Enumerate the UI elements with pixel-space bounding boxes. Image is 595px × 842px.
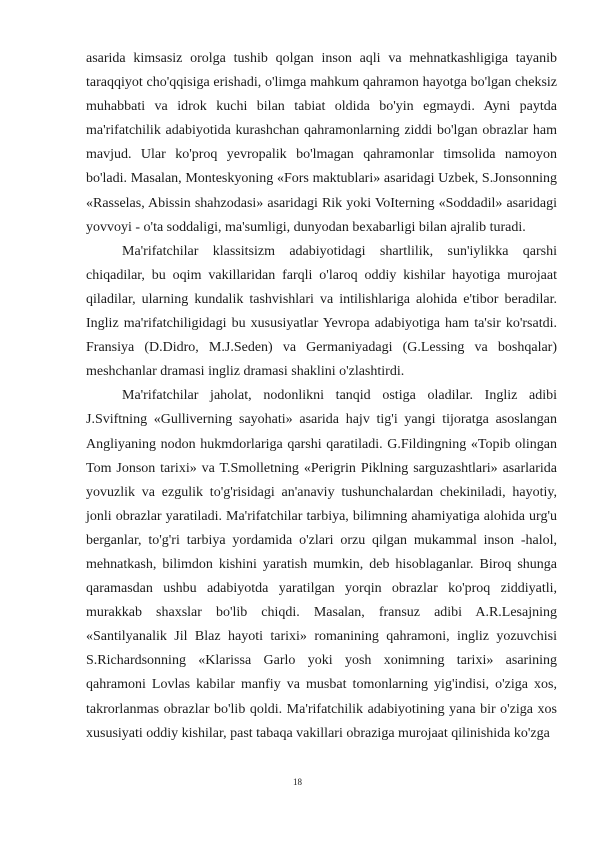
paragraph-continuation: asarida kimsasiz orolga tushib qolgan inson aqli va mehnatkashligiga tayanib taraqqiyot cho'qqisiga erishadi, o'limga mahkum qahramon hayotga bo'lgan cheksiz muhabbati va idrok kuchi bilan tabiat oldida bo'yin egmaydi. Ayni paytda ma'rifatchilik adabiyotida kurashchan qahramonlarning ziddi bo'lgan obrazlar ham mavjud. Ular ko'proq yevropalik bo'lmagan qahramonlar timsolida namoyon bo'ladi. Masalan, Monteskyoning «Fors maktublari» asaridagi Uzbek, S.Jonsonning «Rasselas, Abissin shahzodasi» asaridagi Rik yoki VoIterning «Soddadil» asaridagi yovvoyi - o'ta soddaligi, ma'sumligi, dunyodan bexabarligi bilan ajralib turadi. — [86, 51, 557, 235]
paragraph-classicism: Ma'rifatchilar klassitsizm adabiyotidagi shartlilik, sun'iylikka qarshi chiqadilar, bu oqim vakillaridan farqli o'laroq oddiy kishilar hayotiga murojaat qiladilar, ularning kundalik tashvishlari va intilishlariga alohida e'tibor beradilar. Ingliz ma'rifatchiligidagi bu xususiyatlar Yevropa adabiyotiga ham ta'sir ko'rsatdi. Fransiya (D.Didro, M.J.Seden) va Germaniyadagi (G.Lessing va boshqalar) meshchanlar dramasi ingliz dramasi shaklini o'zlashtirdi. — [86, 243, 557, 380]
document-body — [86, 47, 557, 746]
paragraph-satire: Ma'rifatchilar jaholat, nodonlikni tanqid ostiga oladilar. Ingliz adibi J.Sviftning «Gulliverning sayohati» asarida hajv tig'i yangi tijoratga asoslangan Angliyaning nodon hukmdorlariga qarshi qaratiladi. G.Fildingning «Topib olingan Tom Jonson tarixi» va T.Smolletning «Perigrin Piklning sarguzashtlari» asarlarida yovuzlik va ezgulik to'g'risidagi an'anaviy tushunchalardan chekiniladi, hayotiy, jonli obrazlar yaratiladi. Ma'rifatchilar tarbiya, bilimning ahamiyatiga alohida urg'u berganlar, to'g'ri tarbiya yordamida o'zlari orzu qilgan mukammal inson -halol, mehnatkash, bilimdon kishini yaratish mumkin, deb hisoblaganlar. Biroq shunga qaramasdan ushbu adabiyotda yaratilgan yorqin obrazlar ko'proq ziddiyatli, murakkab shaxslar bo'lib chiqdi. Masalan, fransuz adibi A.R.Lesajning «Santilyanalik Jil Blaz hayoti tarixi» romanining qahramoni, ingliz yozuvchisi S.Richardsonning «Klarissa Garlo yoki yosh xonimning tarixi» asarining qahramoni Lovlas kabilar manfiy va musbat tomonlarning yig'indisi, o'ziga xos, takrorlanmas obrazlar bo'lib qoldi. Ma'rifatchilik adabiyotining yana bir o'ziga xos xususiyati oddiy kishilar, past tabaqa vakillari obraziga murojaat qilinishida ko'zga — [86, 388, 557, 741]
page-number: 18 — [293, 777, 302, 787]
